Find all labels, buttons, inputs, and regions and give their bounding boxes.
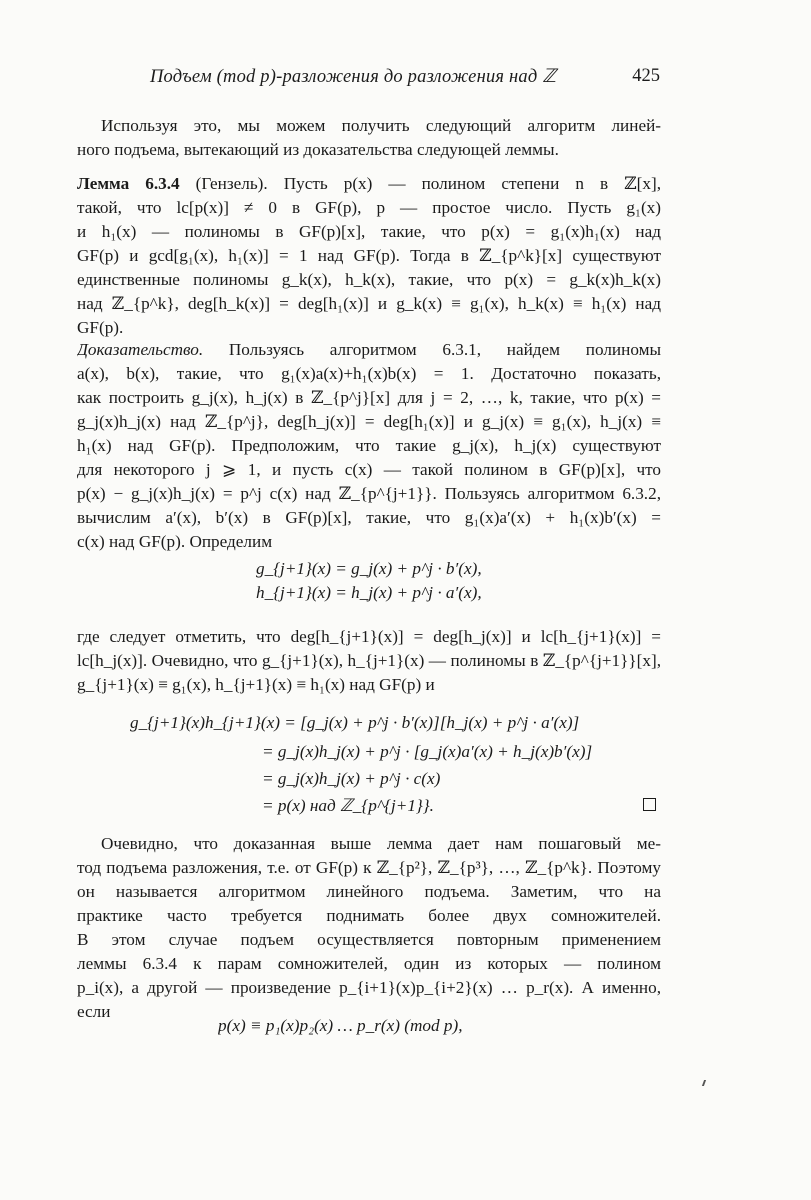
text-line: леммы 6.3.4 к парам сомножителей, один из которых — полином: [77, 954, 661, 973]
lemma-name: (Гензель).: [195, 174, 268, 193]
text-line: единственные полиномы g_k(x), h_k(x), такие, что p(x) = g_k(x)h_k(x): [77, 270, 661, 289]
text-line: p_i(x), а другой — произведение p_{i+1}(x)p_{i+2}(x) … p_r(x). А именно,: [77, 978, 661, 997]
text-line: он называется алгоритмом линейного подъема. Заметим, что на: [77, 882, 661, 901]
equation-line: h_{j+1}(x) = h_j(x) + p^j · a′(x),: [256, 583, 482, 602]
text-line: g_j(x)h_j(x) над ℤ_{p^j}, deg[h_j(x)] = deg[h₁(x)] и g_j(x) ≡ g₁(x), h_j(x) ≡: [77, 412, 661, 431]
equation-line: = p(x) над ℤ_{p^{j+1}}.: [262, 796, 434, 815]
equation-line: = g_j(x)h_j(x) + p^j · c(x): [262, 769, 441, 788]
equation-line: = g_j(x)h_j(x) + p^j · [g_j(x)a′(x) + h_j(x)b′(x)]: [262, 742, 593, 761]
proof-block: [77, 338, 661, 554]
product-equation-continuation: [262, 738, 592, 819]
product-equation-first: [130, 711, 579, 735]
equation-line: g_{j+1}(x) = g_j(x) + p^j · b′(x),: [256, 559, 482, 578]
lemma-first-line-rest: Пусть p(x) — полином степени n в ℤ[x],: [283, 174, 661, 193]
text-line: lc[h_j(x)]. Очевидно, что g_{j+1}(x), h_{j+1}(x) — полиномы в ℤ_{p^{j+1}}[x],: [77, 651, 661, 670]
running-header: [150, 66, 660, 92]
qed-square-icon: [643, 798, 656, 811]
text-line: h₁(x) над GF(p). Предположим, что такие g_j(x), h_j(x) существуют: [77, 436, 661, 455]
text-line: такой, что lc[p(x)] ≠ 0 в GF(p), p — простое число. Пусть g₁(x): [77, 198, 661, 217]
text-line: и h₁(x) — полиномы в GF(p)[x], такие, что p(x) = g₁(x)h₁(x) над: [77, 222, 661, 241]
text-line: над ℤ_{p^k}, deg[h_k(x)] = deg[h₁(x)] и g_k(x) ≡ g₁(x), h_k(x) ≡ h₁(x) над: [77, 294, 661, 313]
proof-first-line-rest: Пользуясь алгоритмом 6.3.1, найдем полиномы: [228, 340, 661, 359]
text-line: вычислим a′(x), b′(x) в GF(p)[x], такие, что g₁(x)a′(x) + h₁(x)b′(x) =: [77, 508, 661, 527]
proof-first-line: [77, 338, 661, 362]
text-line: как построить g_j(x), h_j(x) в ℤ_{p^j}[x] для j = 2, …, k, такие, что p(x) =: [77, 388, 661, 407]
lemma-block: [77, 172, 661, 340]
lemma-first-line: [77, 172, 661, 196]
text-line: a(x), b(x), такие, что g₁(x)a(x)+h₁(x)b(x) = 1. Достаточно показать,: [77, 364, 661, 383]
intro-paragraph: [77, 114, 661, 162]
text-line: практике часто требуется поднимать более двух сомножителей.: [77, 906, 661, 925]
text-line: c(x) над GF(p). Определим: [77, 532, 273, 551]
text-line: тод подъема разложения, т.е. от GF(p) к ℤ_{p²}, ℤ_{p³}, …, ℤ_{p^k}. Поэтому: [77, 858, 661, 877]
text-line: для некоторого j ⩾ 1, и пусть c(x) — такой полином в GF(p)[x], что: [77, 460, 661, 479]
text-line: В этом случае подъем осуществляется повторным применением: [77, 930, 661, 949]
text-line: p(x) − g_j(x)h_j(x) = p^j c(x) над ℤ_{p^{j+1}}. Пользуясь алгоритмом 6.3.2,: [77, 484, 661, 503]
text-line: где следует отметить, что deg[h_{j+1}(x)] = deg[h_j(x)] и lc[h_{j+1}(x)] =: [77, 627, 661, 646]
conclusion-paragraph: [77, 832, 661, 1024]
text-line: GF(p) и gcd[g₁(x), h₁(x)] = 1 над GF(p). Тогда в ℤ_{p^k}[x] существуют: [77, 246, 661, 265]
text-line: ного подъема, вытекающий из доказательства следующей леммы.: [77, 140, 559, 159]
text-line: если: [77, 1002, 111, 1021]
header-title: Подъем (mod p)-разложения до разложения над ℤ: [150, 67, 557, 87]
text-line: g_{j+1}(x) ≡ g₁(x), h_{j+1}(x) ≡ h₁(x) над GF(p) и: [77, 675, 435, 694]
page-number: 425: [632, 66, 660, 86]
proof-label: Доказательство.: [77, 340, 204, 359]
text-line: Используя это, мы можем получить следующий алгоритм линей-: [101, 116, 661, 135]
scan-mark: [702, 1080, 706, 1086]
update-equations: [256, 557, 482, 605]
text-line: Очевидно, что доказанная выше лемма дает нам пошаговый ме-: [101, 834, 661, 853]
equation-line: g_{j+1}(x)h_{j+1}(x) = [g_j(x) + p^j · b′(x)][h_j(x) + p^j · a′(x)]: [130, 713, 580, 732]
middle-paragraph: [77, 625, 661, 697]
final-equation: [218, 1014, 463, 1038]
equation-line: p(x) ≡ p₁(x)p₂(x) … p_r(x) (mod p),: [218, 1016, 463, 1035]
lemma-label: Лемма 6.3.4: [77, 174, 180, 193]
text-line: GF(p).: [77, 318, 124, 337]
